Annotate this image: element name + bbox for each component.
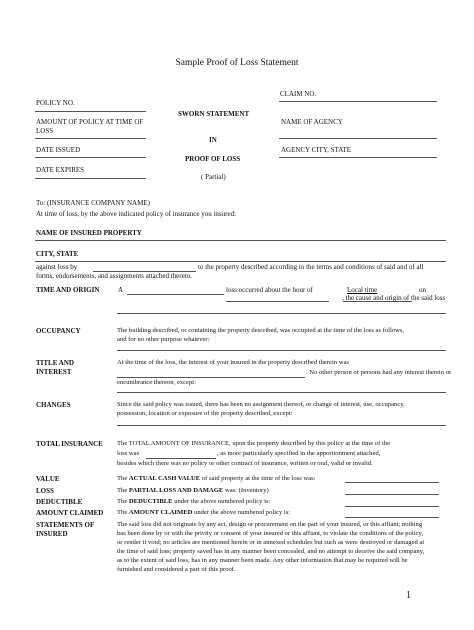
date-issued-label: DATE ISSUED [36, 146, 81, 154]
deductible-label: DEDUCTIBLE [36, 498, 83, 506]
title-interest-label-2: INTEREST [36, 368, 72, 376]
total-insurance-line2a: loss was [117, 450, 140, 457]
value-label: VALUE [36, 475, 60, 483]
city-state-label: CITY, STATE [36, 250, 79, 258]
loss-blank[interactable] [345, 494, 439, 495]
value-bold: ACTUAL CASH VALUE [128, 475, 201, 482]
amount-of-policy-label: AMOUNT OF POLICY AT TIME OF [36, 118, 144, 126]
value-text [117, 475, 316, 484]
loss-pre: The [117, 487, 128, 494]
amount-of-policy-label-2: LOSS [36, 127, 54, 135]
loss-occurred-text: loss occurred about the hour of [226, 286, 313, 294]
encumbrance-blank[interactable] [117, 392, 446, 393]
name-of-agency-label: NAME OF AGENCY [281, 118, 343, 126]
cause-origin-text: , the cause and origin of the said loss [342, 294, 446, 302]
time-a: A [118, 286, 124, 294]
statements-line-4: the time of said loss; property saved has in any manner been concealed, and no attempt to deceive the said company, [117, 548, 425, 555]
cause-blank[interactable] [117, 313, 446, 314]
amount-of-policy-line[interactable] [35, 138, 146, 139]
agency-city-state-label: AGENCY CITY, STATE [281, 146, 352, 154]
changes-line1: Since the said policy was issued, there has been no assignment thereof, or change of interest, use, occupancy, [117, 401, 405, 408]
occupancy-line1: The building described, or containing the property described, was occupied at the time of the loss as follows, [117, 327, 405, 334]
date-issued-line[interactable] [35, 157, 146, 158]
sworn-statement-heading: SWORN STATEMENT [178, 110, 250, 118]
amount-claimed-pre: The [117, 509, 128, 516]
insured-property-line[interactable] [35, 240, 446, 241]
loss-text [117, 487, 269, 496]
title-interest-line2: . No other person or persons had any interest therein or [306, 369, 452, 376]
statements-line-6: furnished and considered a part of this proof. [117, 566, 236, 573]
proof-of-loss-heading: PROOF OF LOSS [185, 155, 241, 163]
changes-line2: possession, location or exposure of the property described, except: [117, 410, 293, 417]
amount-claimed-text [117, 509, 290, 518]
city-state-line[interactable] [35, 261, 446, 262]
against-loss-line2: forms, endorsements, and assignments attached thereto. [36, 272, 192, 280]
total-insurance-label: TOTAL INSURANCE [36, 440, 103, 448]
changes-blank[interactable] [117, 425, 446, 426]
deductible-text [117, 498, 270, 507]
date-expires-label: DATE EXPIRES [36, 166, 85, 174]
value-post: of said property at the time of the loss was: [201, 475, 316, 482]
loss-bold: PARTIAL LOSS AND DAMAGE [128, 487, 224, 494]
amount-claimed-post: under the above numbered policy is: [194, 509, 291, 516]
against-loss-prefix: against loss by [36, 263, 78, 271]
interest-blank[interactable] [117, 377, 305, 378]
total-insurance-line2b: , as more particularly specified in the apportionment attached, [217, 450, 381, 457]
statements-line-5: as to the extent of said loss, has in any manner been made. Any other information that may be required will be [117, 557, 408, 564]
local-time-text: Local time [347, 286, 378, 294]
time-and-origin-label: TIME AND ORIGIN [36, 286, 100, 294]
amount-claimed-label: AMOUNT CLAIMED [36, 509, 104, 517]
against-loss-suffix: to the property described according to the terms and conditions of said and of all [198, 263, 424, 271]
on-text: on [419, 286, 426, 294]
total-insurance-line3: besides which there was no policy or other contract of insurance, written or oral, valid or invalid. [117, 460, 373, 467]
agency-city-state-line[interactable] [279, 157, 437, 158]
statements-line-3: or render it void; no articles are mentioned herein or in annexed schedules but such as were destroyed or damaged at [117, 539, 425, 546]
page-title: Sample Proof of Loss Statement [175, 58, 299, 68]
deductible-bold: DEDUCTIBLE [128, 498, 173, 505]
value-blank[interactable] [345, 482, 439, 483]
name-of-agency-line[interactable] [279, 138, 437, 139]
intro-text: At time of loss, by the above indicated policy of insurance you insured: [36, 210, 237, 218]
amount-claimed-blank[interactable] [345, 517, 439, 518]
page-number: 1 [406, 590, 411, 601]
partial-label: ( Partial) [201, 173, 226, 181]
statements-label: STATEMENTS OF [36, 521, 95, 529]
occupancy-blank[interactable] [117, 350, 446, 351]
amount-claimed-bold: AMOUNT CLAIMED [128, 509, 193, 516]
changes-label: CHANGES [36, 401, 71, 409]
deductible-pre: The [117, 498, 128, 505]
loss-type-blank[interactable] [127, 294, 224, 295]
claim-no-label: CLAIM NO. [280, 90, 317, 98]
occupancy-label: OCCUPANCY [36, 327, 81, 335]
title-interest-line3: encumbrance thereon, except: [117, 379, 196, 386]
title-interest-line1: At the time of the loss, the interest of your insured in the property described therein was [117, 359, 350, 366]
loss-post: was: (Inventory) [224, 487, 269, 494]
deductible-post: under the above numbered policy is: [174, 498, 271, 505]
total-insurance-blank[interactable] [146, 458, 216, 459]
value-pre: The [117, 475, 128, 482]
loss-label: LOSS [36, 487, 54, 495]
to-insurance-company: To: (INSURANCE COMPANY NAME) [36, 199, 150, 207]
date-expires-line[interactable] [35, 178, 146, 179]
statements-label-2: INSURED [36, 530, 68, 538]
policy-no-label: POLICY NO. [36, 99, 75, 107]
statements-line-1: The said loss did not originate by any act, design or procurement on the part of your insured, or this affiant; nothing [117, 521, 423, 528]
statements-line-2: has been done by or with the privity or consent of your insured or this affiant, to violate the conditions of the policy, [117, 530, 423, 537]
title-interest-label: TITLE AND [36, 359, 74, 367]
policy-no-line[interactable] [35, 111, 146, 112]
insured-property-label: NAME OF INSURED PROPERTY [36, 229, 142, 237]
occupancy-line2: and for no other purpose whatever: [117, 336, 210, 343]
deductible-blank[interactable] [345, 506, 439, 507]
claim-no-line[interactable] [279, 101, 437, 102]
in-heading: IN [209, 136, 217, 144]
total-insurance-line1: The TOTAL AMOUNT OF INSURANCE, upon the property described by this policy at the time of the [117, 440, 391, 447]
hour-blank[interactable] [226, 301, 329, 302]
